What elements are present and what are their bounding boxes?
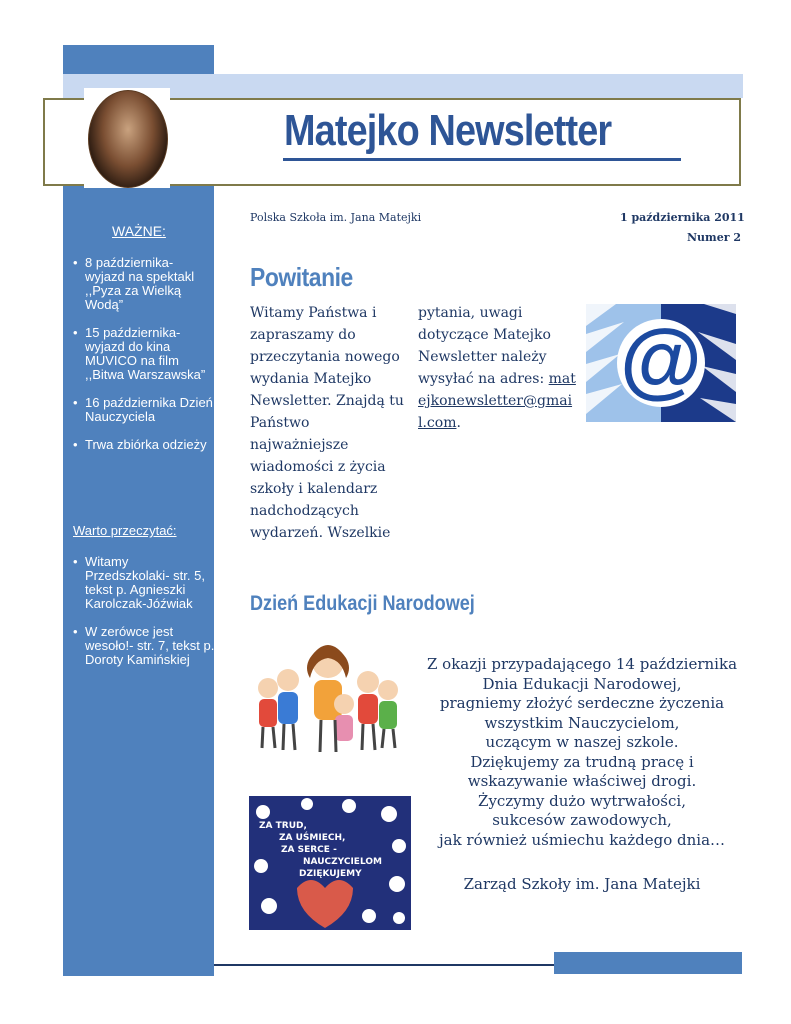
thank-you-board-photo — [249, 796, 411, 930]
list-item: • Witamy Przedszkolaki- str. 5, tekst p. Agnieszki Karolczak-Jóźwiak — [73, 555, 215, 611]
list-item: • W zerówce jest wesoło!- str. 7, tekst p. Doroty Kamińskiej — [73, 625, 215, 667]
children-illustration — [248, 640, 408, 756]
wish-line: Dnia Edukacji Narodowej, — [482, 674, 682, 693]
welcome-heading: Powitanie — [250, 262, 353, 292]
education-day-heading: Dzień Edukacji Narodowej — [250, 592, 475, 615]
board-line: NAUCZYCIELOM — [303, 857, 382, 867]
newsletter-title: Matejko Newsletter — [284, 106, 612, 155]
read-list — [73, 555, 215, 681]
board-line: DZIĘKUJEMY — [299, 869, 362, 879]
title-underline — [283, 158, 681, 161]
welcome-text-col2 — [418, 302, 578, 434]
wishes-text — [412, 655, 752, 850]
wish-line: Dziękujemy za trudną pracę i — [470, 752, 694, 771]
wish-line: jak również uśmiechu każdego dnia… — [438, 830, 726, 849]
period: . — [456, 415, 461, 431]
board-line: ZA SERCE - — [281, 845, 337, 855]
welcome-text-col1: Witamy Państwa i zapraszamy do przeczytania nowego wydania Matejko Newsletter. Znajdą tu Państwo najważniejsze wiadomości z życia szkoły i kalendarz nadchodzących wydarzeń. Wszelkie — [250, 305, 404, 541]
email-link[interactable]: matejkonewsletter@gmail.com — [418, 371, 576, 431]
wish-line: wskazywanie właściwej drogi. — [467, 772, 697, 790]
board-line: ZA TRUD, — [259, 821, 307, 831]
footer-block — [554, 952, 742, 974]
issue-date: 1 października 2011 — [620, 211, 745, 224]
wish-line: uczącym w naszej szkole. — [485, 733, 679, 751]
wish-line: pragniemy złożyć serdeczne życzenia — [439, 694, 725, 712]
wish-line: Z okazji przypadającego 14 października — [426, 655, 738, 673]
sidebar-heading-important: WAŻNE: — [112, 223, 166, 239]
signature: Zarząd Szkoły im. Jana Matejki — [463, 875, 701, 893]
important-list — [73, 256, 215, 466]
list-item: • Trwa zbiórka odzieży — [73, 438, 215, 452]
matejko-portrait-image — [88, 90, 168, 188]
email-at-icon — [586, 304, 736, 422]
school-name: Polska Szkoła im. Jana Matejki — [250, 211, 422, 224]
list-item: • 8 października- wyjazd na spektakl ,,Pyza za Wielką Wodą” — [73, 256, 215, 312]
issue-number: Numer 2 — [687, 231, 741, 244]
wish-line: Życzymy dużo wytrwałości, — [478, 791, 686, 810]
svg-text:@: @ — [620, 312, 702, 406]
list-item: • 15 października- wyjazd do kina MUVICO na film ,,Bitwa Warszawska” — [73, 326, 215, 382]
board-line: ZA UŚMIECH, — [279, 833, 346, 843]
wish-line: sukcesów zawodowych, — [492, 811, 672, 829]
list-item: • 16 października Dzień Nauczyciela — [73, 396, 215, 424]
sidebar-heading-read: Warto przeczytać: — [73, 523, 177, 538]
wish-line: wszystkim Nauczycielom, — [484, 713, 680, 732]
welcome-text: pytania, uwagi dotyczące Matejko Newsletter należy wysyłać na adres: — [418, 305, 551, 387]
